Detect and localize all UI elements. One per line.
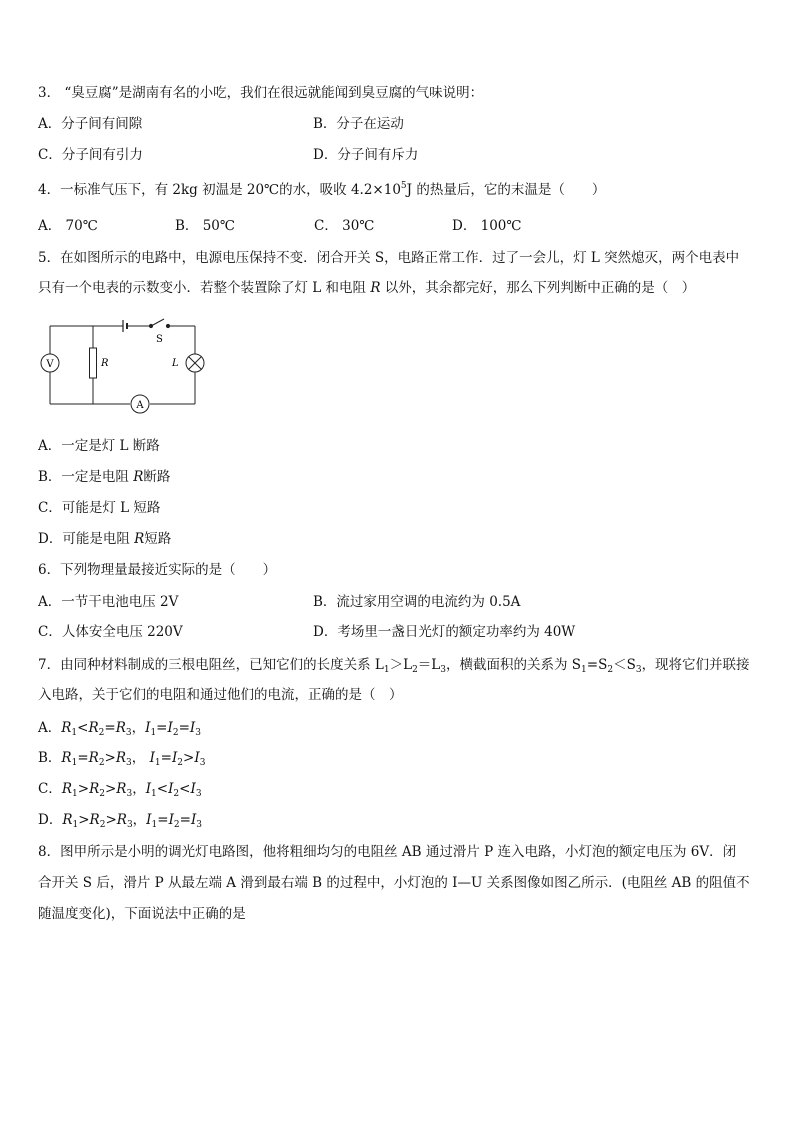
q8-stem-line3: 随温度变化)，下面说法中正确的是 xyxy=(38,906,246,922)
resistor-symbol xyxy=(90,348,97,378)
q4-option-a: A． 70℃ xyxy=(38,218,98,234)
q6-option-c: C．人体安全电压 220V xyxy=(38,624,183,640)
q3-option-b: B．分子在运动 xyxy=(313,116,404,132)
q5-option-a: A．一定是灯 L 断路 xyxy=(38,438,160,454)
q3-option-d: D．分子间有斥力 xyxy=(313,147,419,163)
q7-stem-line1: 7．由同种材料制成的三根电阻丝，已知它们的长度关系 $L_1>L_2=L_3$，横截面积的关系为 $S_1=S_2<S_3$，现将它们并联接 xyxy=(38,657,750,675)
q8-stem-line1: 8．图甲所示是小明的调光灯电路图，他将粗细均匀的电阻丝 AB 通过滑片 P 连入电路，小灯泡的额定电压为 6V．闭 xyxy=(38,844,737,860)
q3-stem: 3． “臭豆腐”是湖南有名的小吃，我们在很远就能闻到臭豆腐的气味说明： xyxy=(38,85,484,101)
ammeter-label: A xyxy=(136,400,144,411)
q6-option-b: B．流过家用空调的电流约为 0.5A xyxy=(313,594,521,610)
q4-option-d: D． 100℃ xyxy=(452,218,522,234)
q4-option-b: B． 50℃ xyxy=(175,218,235,234)
q7-option-c: C．$R_1>R_2>R_3$，$I_1<I_2<I_3$ xyxy=(38,781,202,799)
q5-stem-line2: 只有一个电表的示数变小．若整个装置除了灯 L 和电阻 R 以外，其余都完好，那么下列判断中正确的是（ ） xyxy=(38,280,696,296)
q4-option-c: C． 30℃ xyxy=(314,218,375,234)
q7-option-b: B．$R_1=R_2>R_3$， $I_1=I_2>I_3$ xyxy=(38,750,206,768)
q5-circuit-diagram xyxy=(36,314,212,414)
q6-option-a: A．一节干电池电压 2V xyxy=(38,594,179,610)
q7-stem-line2: 入电路，关于它们的电阻和通过他们的电流，正确的是（ ） xyxy=(38,687,403,703)
q6-option-d: D．考场里一盏日光灯的额定功率约为 40W xyxy=(313,624,576,640)
q7-option-a: A．$R_1<R_2=R_3$，$I_1=I_2=I_3$ xyxy=(38,720,201,738)
q3-option-c: C．分子间有引力 xyxy=(38,147,143,163)
switch-label: S xyxy=(156,334,163,345)
q5-option-c: C．可能是灯 L 短路 xyxy=(38,500,161,516)
q5-stem-line1: 5．在如图所示的电路中，电源电压保持不变．闭合开关 S，电路正常工作．过了一会儿，灯 L 突然熄灭，两个电表中 xyxy=(38,250,740,266)
resistor-label: R xyxy=(101,358,109,369)
q8-stem-line2: 合开关 S 后，滑片 P 从最左端 A 滑到最右端 B 的过程中，小灯泡的 I—U 关系图像如图乙所示．(电阻丝 AB 的阻值不 xyxy=(38,875,750,891)
voltmeter-label: V xyxy=(46,359,54,370)
q5-option-d: D．可能是电阻 R短路 xyxy=(38,531,172,547)
q7-option-d: D．$R_1>R_2>R_3$，$I_1=I_2=I_3$ xyxy=(38,812,203,830)
q5-option-b: B．一定是电阻 R断路 xyxy=(38,469,171,485)
q4-stem: 4．一标准气压下，有 2kg 初温是 20℃的水，吸收 $4.2\times 10^5J$ 的热量后，它的末温是（ ） xyxy=(38,181,606,198)
q3-option-a: A．分子间有间隙 xyxy=(38,116,143,132)
q6-stem: 6．下列物理量最接近实际的是（ ） xyxy=(38,562,277,578)
lamp-label: L xyxy=(172,358,179,369)
